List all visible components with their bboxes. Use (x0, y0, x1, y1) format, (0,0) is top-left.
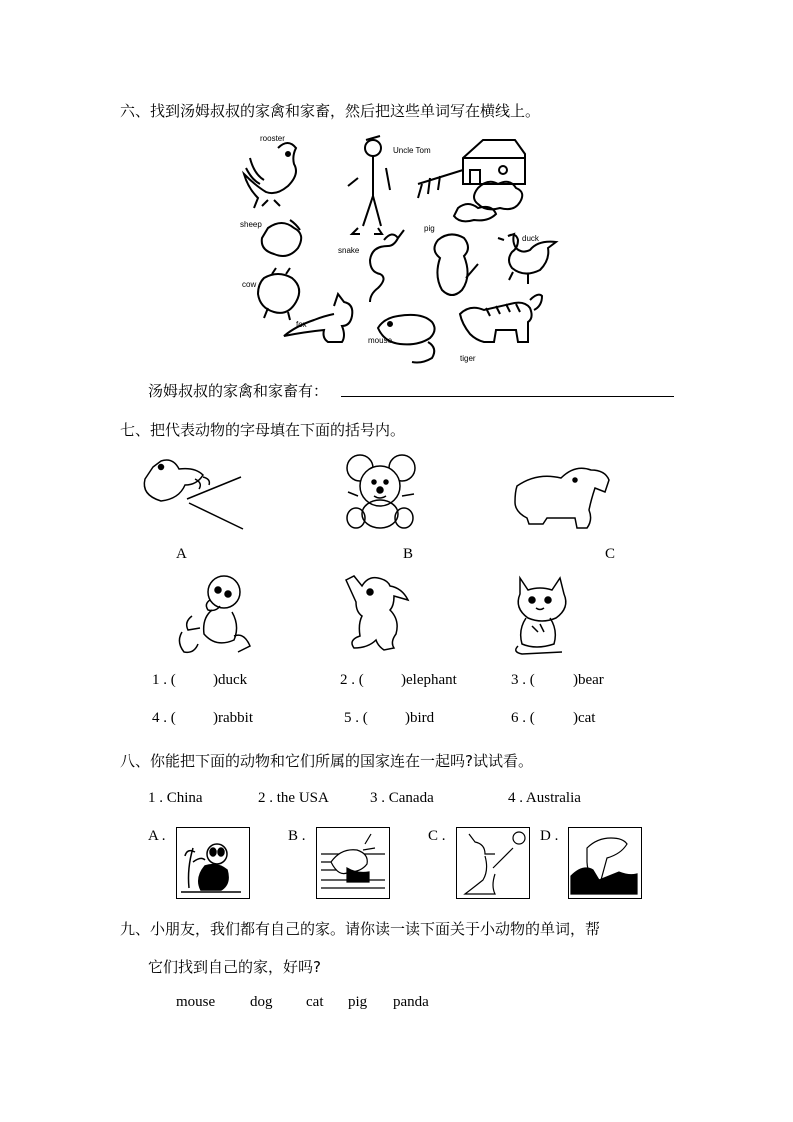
country-4: 4 . Australia (508, 790, 581, 806)
beaver-icon (317, 828, 389, 898)
answer-blank-2[interactable] (351, 666, 397, 690)
kangaroo-picture (456, 827, 530, 899)
label-uncle-tom: Uncle Tom (393, 146, 431, 155)
cat-icon (510, 574, 570, 656)
animal-label-a: A . (148, 828, 166, 844)
rabbit-picture (340, 570, 424, 658)
rooster-illustration (244, 143, 296, 208)
section-7-heading: 七、把代表动物的字母填在下面的括号内。 (120, 421, 406, 439)
picture-letter-b: B (403, 546, 414, 562)
panda-picture (176, 827, 250, 899)
answer-blank-3[interactable] (522, 666, 568, 690)
cow-illustration (258, 268, 299, 320)
elephant-icon (507, 456, 617, 536)
word-pig: pig (348, 994, 368, 1010)
elephant-picture (507, 456, 617, 536)
tiger-illustration (460, 295, 542, 342)
eagle-icon (569, 828, 641, 898)
duck-picture (172, 570, 262, 658)
panda-icon (177, 828, 249, 898)
duck-icon (172, 570, 262, 658)
answer-blank-1[interactable] (163, 666, 209, 690)
bird-icon (145, 455, 245, 535)
fox-illustration (284, 294, 352, 342)
section-6-answer-prompt: 汤姆叔叔的家禽和家畜有： (148, 382, 329, 400)
label-duck: duck (522, 234, 539, 243)
kangaroo-icon (457, 828, 529, 898)
answer-blank-4[interactable] (163, 704, 209, 728)
country-2: 2 . the USA (258, 790, 329, 806)
uncle-tom-illustration (348, 136, 390, 234)
word-panda: panda (393, 994, 429, 1010)
label-tiger: tiger (460, 354, 476, 363)
country-3: 3 . Canada (370, 790, 434, 806)
label-cow: cow (242, 280, 257, 289)
word-dog: dog (250, 994, 273, 1010)
picture-letter-a: A (176, 546, 187, 562)
section-9-heading-line-2: 它们找到自己的家，好吗? (148, 958, 321, 976)
farm-illustration (238, 128, 558, 368)
animal-label-d: D . (540, 828, 559, 844)
answer-blank-5[interactable] (355, 704, 401, 728)
bear-picture (342, 452, 422, 534)
label-rooster: rooster (260, 134, 285, 143)
cat-picture (510, 574, 570, 656)
animal-label-c: C . (428, 828, 446, 844)
eagle-picture (568, 827, 642, 899)
section-6-answer-line[interactable] (341, 380, 674, 397)
sheep-illustration (262, 220, 301, 256)
beaver-picture (316, 827, 390, 899)
label-snake: snake (338, 246, 360, 255)
animal-label-b: B . (288, 828, 306, 844)
snake-illustration (370, 230, 404, 302)
section-8-heading: 八、你能把下面的动物和它们所属的国家连在一起吗?试试看。 (120, 752, 533, 770)
word-mouse: mouse (176, 994, 216, 1010)
label-mouse: mouse (368, 336, 393, 345)
section-9-heading-line-1: 九、小朋友，我们都有自己的家。请你读一读下面关于小动物的单词，帮 (120, 920, 601, 938)
word-cat: cat (306, 994, 324, 1010)
label-pig: pig (424, 224, 435, 233)
bear-icon (342, 452, 422, 534)
answer-blank-6[interactable] (522, 704, 568, 728)
label-fox: fox (296, 320, 307, 329)
country-1: 1 . China (148, 790, 203, 806)
label-sheep: sheep (240, 220, 262, 229)
picture-letter-c: C (605, 546, 616, 562)
section-6-heading: 六、找到汤姆叔叔的家禽和家畜，然后把这些单词写在横线上。 (120, 102, 541, 120)
rabbit-icon (340, 570, 424, 658)
bird-picture (145, 455, 245, 535)
pig-illustration (434, 234, 478, 295)
barn-illustration (418, 140, 525, 221)
